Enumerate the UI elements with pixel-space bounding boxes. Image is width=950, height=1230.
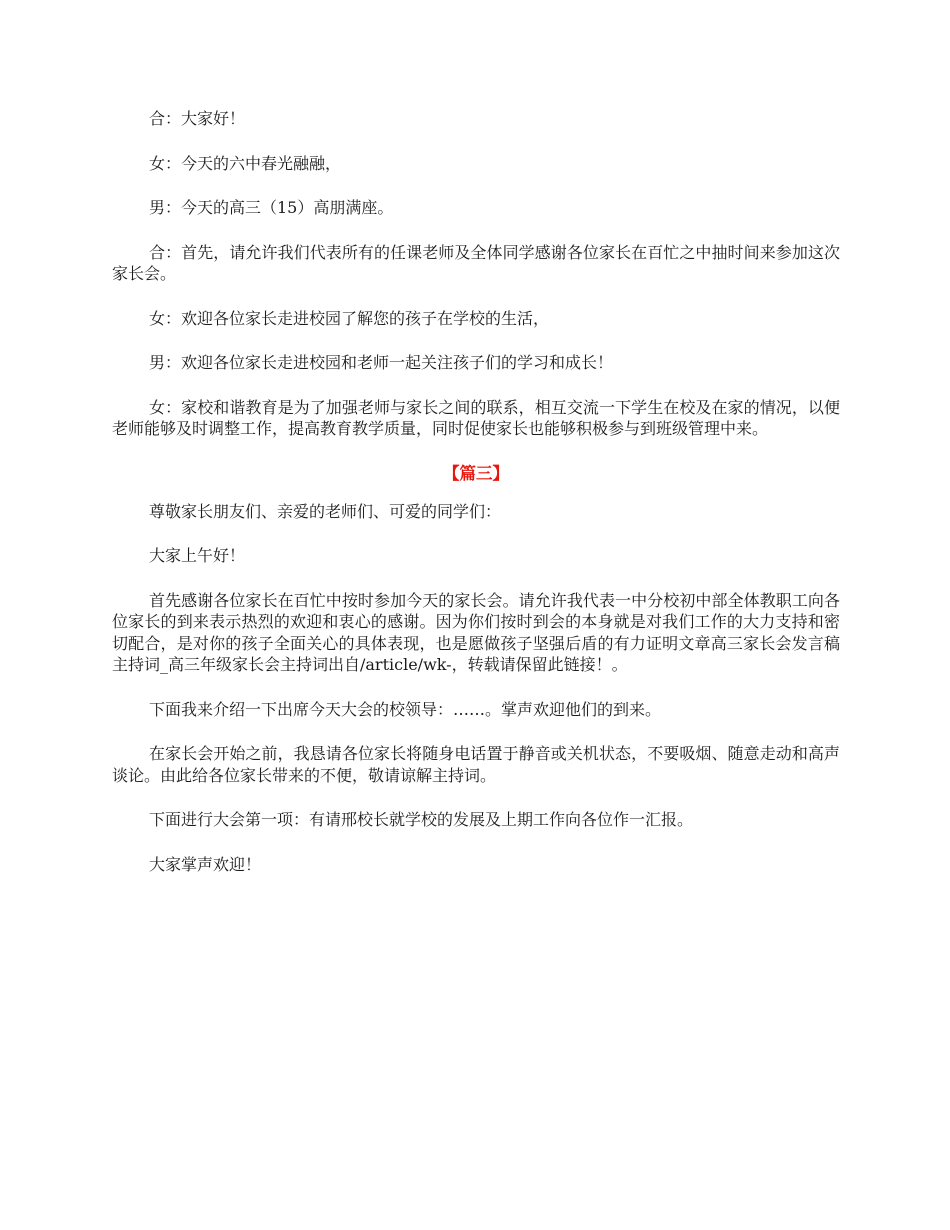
dialogue-paragraph: 合：首先，请允许我们代表所有的任课老师及全体同学感谢各位家长在百忙之中抽时间来参加这次家长会。 [112, 242, 840, 283]
dialogue-paragraph: 男：今天的高三（15）高朋满座。 [149, 198, 394, 217]
speech-paragraph: 大家上午好！ [149, 546, 246, 565]
speech-paragraph: 尊敬家长朋友们、亲爱的老师们、可爱的同学们： [149, 501, 502, 521]
section-heading: 【篇三】 [443, 463, 509, 483]
speech-paragraph: 在家长会开始之前，我恳请各位家长将随身电话置于静音或关机状态，不要吸烟、随意走动和高声谈论。由此给各位家长带来的不便，敬请谅解主持词。 [112, 744, 840, 785]
speech-paragraph: 首先感谢各位家长在百忙中按时参加今天的家长会。请允许我代表一中分校初中部全体教职工向各位家长的到来表示热烈的欢迎和衷心的感谢。因为你们按时到会的本身就是对我们工作的大力支持和密切配合，是对你的孩子全面关心的具体表现，也是愿做孩子坚强后盾的有力证明文章高三家长会发言稿主持词_高三年级家长会主持词出自/article/wk-，转载请保留此链接！。 [112, 590, 840, 674]
speech-paragraph: 下面我来介绍一下出席今天大会的校领导：……。掌声欢迎他们的到来。 [149, 699, 662, 719]
dialogue-paragraph: 女：家校和谐教育是为了加强老师与家长之间的联系，相互交流一下学生在校及在家的情况，以便老师能够及时调整工作，提高教育教学质量，同时促使家长也能够积极参与到班级管理中来。 [112, 397, 840, 438]
document-page [112, 108, 840, 898]
dialogue-paragraph: 女：欢迎各位家长走进校园了解您的孩子在学校的生活， [149, 308, 550, 328]
dialogue-paragraph: 男：欢迎各位家长走进校园和老师一起关注孩子们的学习和成长！ [149, 353, 614, 372]
speech-paragraph: 下面进行大会第一项：有请邢校长就学校的发展及上期工作向各位作一汇报。 [149, 810, 694, 829]
dialogue-paragraph: 合：大家好！ [149, 109, 246, 128]
dialogue-paragraph: 女：今天的六中春光融融， [149, 153, 342, 173]
speech-paragraph: 大家掌声欢迎！ [149, 854, 262, 874]
